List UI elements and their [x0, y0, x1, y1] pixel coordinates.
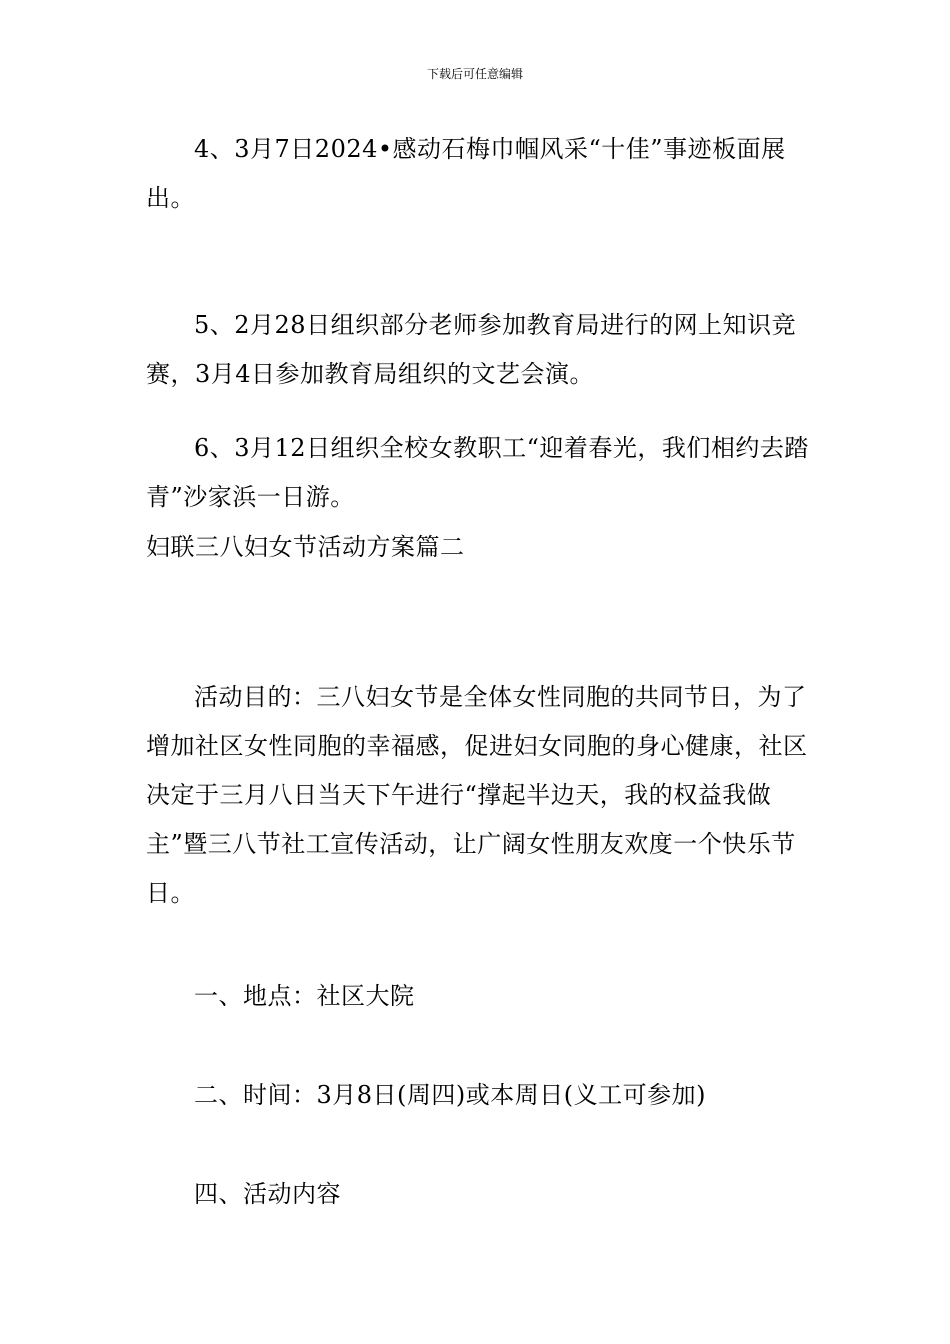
- paragraph-item-4: 4、3月7日2024•感动石梅巾帼风采“十佳”事迹板面展出。: [146, 135, 786, 212]
- activity-content-heading: 四、活动内容: [194, 1180, 341, 1208]
- paragraph-item-6: 6、3月12日组织全校女教职工“迎着春光，我们相约去踏青”沙家浜一日游。: [146, 434, 809, 511]
- paragraph-item-5: 5、2月28日组织部分老师参加教育局进行的网上知识竞赛，3月4日参加教育局组织的文艺会演。: [146, 311, 797, 388]
- section-title: 妇联三八妇女节活动方案篇二: [146, 533, 465, 561]
- time-line: 二、时间：3月8日(周四)或本周日(义工可参加): [194, 1081, 706, 1109]
- activity-purpose-paragraph: 活动目的：三八妇女节是全体女性同胞的共同节日，为了增加社区女性同胞的幸福感，促进妇女同胞的身心健康，社区决定于三月八日当天下午进行“撑起半边天，我的权益我做主”暨三八节社工宣传活动，让广阔女性朋友欢度一个快乐节日。: [146, 683, 808, 907]
- location-line: 一、地点：社区大院: [194, 982, 415, 1010]
- page-header: 下载后可任意编辑: [426, 67, 523, 81]
